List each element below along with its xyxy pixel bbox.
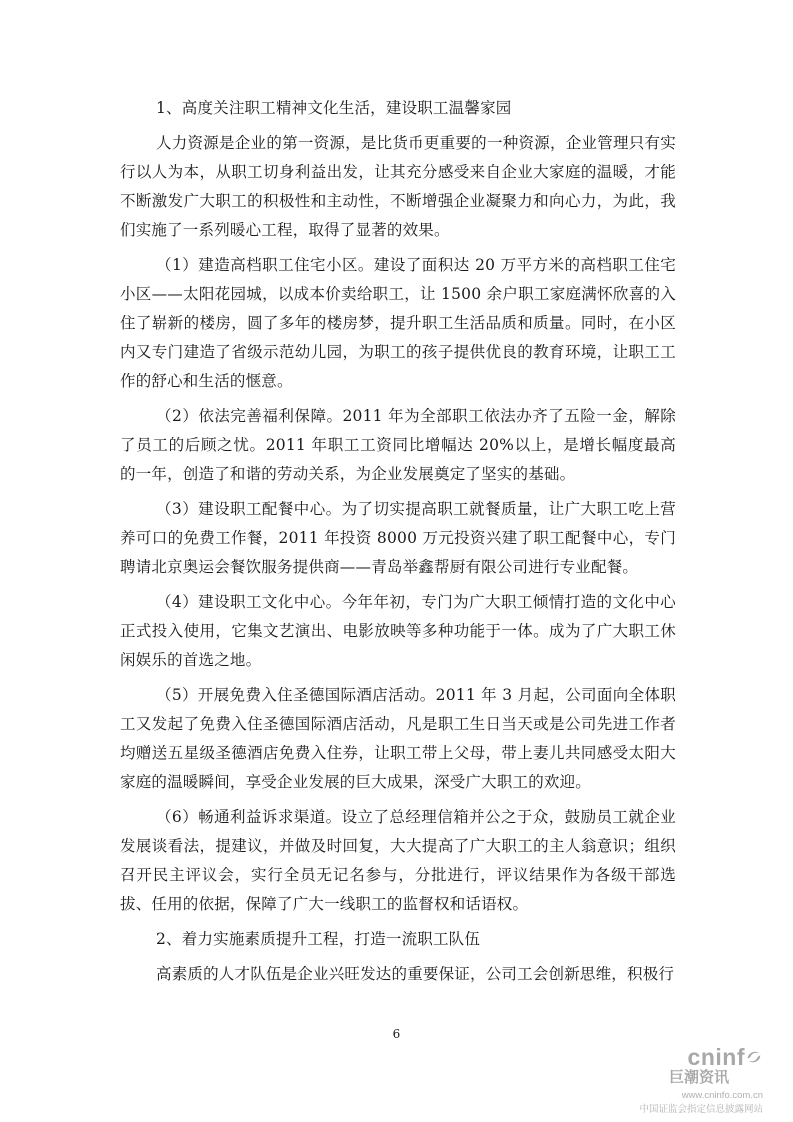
section-1-heading: 1、高度关注职工精神文化生活，建设职工温馨家园 — [156, 99, 512, 117]
cninfo-brand-cn: 巨潮资讯 — [668, 1069, 729, 1086]
section-2-heading: 2、着力实施素质提升工程，打造一流职工队伍 — [156, 930, 481, 948]
item-2-welfare: （2）依法完善福利保障。2011 年为全部职工依法办齐了五险一金，解除了员工的后顾之忧。2011 年职工工资同比增幅达 20%以上，是增长幅度最高的一年，创造了和谐的劳动关系，为企业发展奠定了坚实的基础。 — [120, 407, 676, 483]
item-6-channels: （6）畅通利益诉求渠道。设立了总经理信箱并公之于众，鼓励员工就企业发展谈看法，提建议，并做及时回复，大大提高了广大职工的主人翁意识；组织召开民主评议会，实行全员无记名参与，分批进行，评议结果作为各级干部选拔、任用的依据，保障了广大一线职工的监督权和话语权。 — [120, 808, 676, 913]
cninfo-url: www.cninfo.com.cn — [681, 1090, 763, 1101]
section-1-intro: 人力资源是企业的第一资源，是比货币更重要的一种资源，企业管理只有实行以人为本，从职工切身利益出发，让其充分感受来自企业大家庭的温暖，才能不断激发广大职工的积极性和主动性，不断增强企业凝聚力和向心力，为此，我们实施了一系列暖心工程，取得了显著的效果。 — [120, 134, 676, 239]
page-number: 6 — [392, 1027, 401, 1041]
item-1-housing: （1）建造高档职工住宅小区。建设了面积达 20 万平方米的高档职工住宅小区——太阳花园城，以成本价卖给职工，让 1500 余户职工家庭满怀欣喜的入住了崭新的楼房，圆了多年的楼房梦，提升职工生活品质和质量。同时，在小区内又专门建造了省级示范幼儿园，为职工的孩子提供优良的教育环境，让职工工作的舒心和生活的惬意。 — [120, 256, 676, 390]
cninfo-brand: cninf — [687, 1044, 745, 1070]
cninfo-logo — [623, 1045, 763, 1069]
item-5-hotel: （5）开展免费入住圣德国际酒店活动。2011 年 3 月起，公司面向全体职工又发起了免费入住圣德国际酒店活动，凡是职工生日当天或是公司先进工作者均赠送五星级圣德酒店免费入住券，让职工带上父母，带上妻儿共同感受太阳大家庭的温暖瞬间，享受企业发展的巨大成果，深受广大职工的欢迎。 — [120, 686, 676, 791]
cninfo-description: 中国证监会指定信息披露网站 — [639, 1104, 763, 1115]
section-2-intro: 高素质的人才队伍是企业兴旺发达的重要保证，公司工会创新思维，积极行 — [156, 965, 675, 983]
swirl-icon — [745, 1048, 763, 1066]
item-4-culture-center: （4）建设职工文化中心。今年年初，专门为广大职工倾情打造的文化中心正式投入使用，它集文艺演出、电影放映等多种功能于一体。成为了广大职工休闲娱乐的首选之地。 — [120, 593, 676, 669]
item-3-canteen: （3）建设职工配餐中心。为了切实提高职工就餐质量，让广大职工吃上营养可口的免费工作餐，2011 年投资 8000 万元投资兴建了职工配餐中心，专门聘请北京奥运会餐饮服务提供商——青岛举鑫帮厨有限公司进行专业配餐。 — [120, 500, 676, 576]
document-body — [120, 94, 676, 989]
cninfo-watermark — [623, 1045, 763, 1116]
